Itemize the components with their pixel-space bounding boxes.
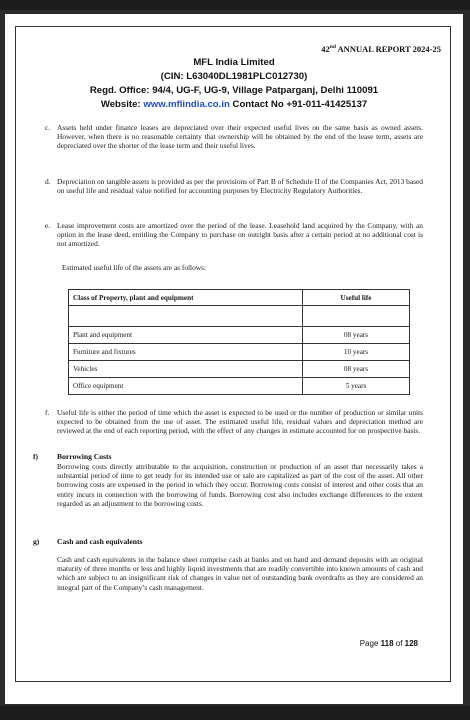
table-cell-class: Office equipment [69, 378, 303, 395]
table-cell-class: Furniture and fixtures [69, 344, 303, 361]
report-title: ANNUAL REPORT 2024-25 [335, 44, 441, 54]
section-g-marker: g) [33, 537, 40, 546]
website-label: Website: [100, 99, 144, 110]
contact-number: Contact No +91-011-41425137 [229, 99, 368, 110]
page-prefix: Page [359, 639, 381, 648]
table-cell-class: Vehicles [69, 361, 303, 378]
contact-line [5, 99, 463, 110]
table-row [69, 327, 410, 344]
page-current: 118 [380, 639, 394, 648]
table-header-row [69, 290, 410, 306]
website-link[interactable]: www.mflindia.co.in [143, 99, 230, 110]
bottom-dark-bar [0, 706, 470, 720]
section-g-text: Cash and cash equivalents in the balance sheet comprise cash at banks and on hand and demand deposits with an original maturity of three months or less and highly liquid investments that are readily convertible into known amounts of cash and which are subject to an insignificant risk of changes in value net of outstanding bank overdrafts as they are considered an integral part of the Company’s cash management. [57, 555, 423, 592]
page-number [360, 639, 418, 648]
item-c-marker: c. [45, 123, 51, 132]
useful-life-table [68, 289, 410, 395]
table-header-life: Useful life [303, 290, 410, 306]
table-header-class: Class of Property, plant and equipment [69, 290, 303, 306]
item-d-marker: d. [45, 177, 51, 186]
item-c-text: Assets held under finance leases are depreciated over their expected useful lives on the same basis as owned assets. However, when there is no reasonable certainty that ownership will be obtained by the end of the lease term, assets are depreciated over the shorter of the lease term and their useful lives. [57, 123, 423, 151]
registered-office: Regd. Office: 94/4, UG-F, UG-9, Village Patparganj, Delhi 110091 [89, 85, 379, 96]
company-cin: (CIN: L63040DL1981PLC012730) [160, 71, 308, 82]
company-name: MFL India Limited [193, 57, 275, 68]
page-of: of [393, 639, 405, 648]
page-total: 128 [404, 639, 418, 648]
section-g-title: Cash and cash equivalents [57, 537, 143, 546]
table-cell-life: 5 years [303, 378, 410, 395]
item-e-text: Lease improvement costs are amortized over the period of the lease. Leasehold land acquired by the Company, with an option in the lease deed, entitling the Company to purchase on outright basis after a certain period at no additional cost is not amortized. [57, 221, 423, 249]
annual-report-header [321, 44, 441, 54]
document-page [5, 14, 463, 704]
section-f-marker: f) [33, 452, 39, 461]
table-cell-class: Plant and equipment [69, 327, 303, 344]
table-empty-row [69, 306, 410, 327]
item-e-marker: e. [45, 221, 51, 230]
section-f-text: Borrowing costs directly attributable to the acquisition, construction or production of an asset that necessarily takes a substantial period of time to get ready for its intended use or sale are capitalized as part of the cost of the asset. All other borrowing costs are expensed in the period in which they occur. Borrowing costs consist of interest and other costs that an entity incurs in connection with the borrowing of funds. Borrowing cost also includes exchange differences to the extent regarded as an adjustment to the borrowing costs. [57, 462, 423, 508]
item-d-text: Depreciation on tangible assets is provided as per the provisions of Part B of Schedule II of the Companies Act, 2013 based on useful life and residual value notified for accounting purposes by Electricity Regulatory Authorities. [57, 177, 423, 196]
table-cell-life: 08 years [303, 361, 410, 378]
table-cell-life: 10 years [303, 344, 410, 361]
item-f-marker: f. [45, 408, 50, 417]
table-intro: Estimated useful life of the assets are as follows: [62, 263, 207, 272]
item-f-text: Useful life is either the period of time which the asset is expected to be used or the number of production or similar units expected to be obtained from the use of asset. The estimated useful life, residual values and depreciation method are reviewed at the end of each reporting period, with the effect of any changes in estimate accounted for on prospective basis. [57, 408, 423, 436]
table-row [69, 344, 410, 361]
report-ordinal-suffix: nd [329, 44, 336, 51]
section-f-title: Borrowing Costs [57, 452, 112, 461]
table-cell-life: 08 years [303, 327, 410, 344]
report-ordinal: 42 [321, 44, 330, 54]
table-row [69, 378, 410, 395]
table-row [69, 361, 410, 378]
top-dark-bar [0, 0, 470, 10]
